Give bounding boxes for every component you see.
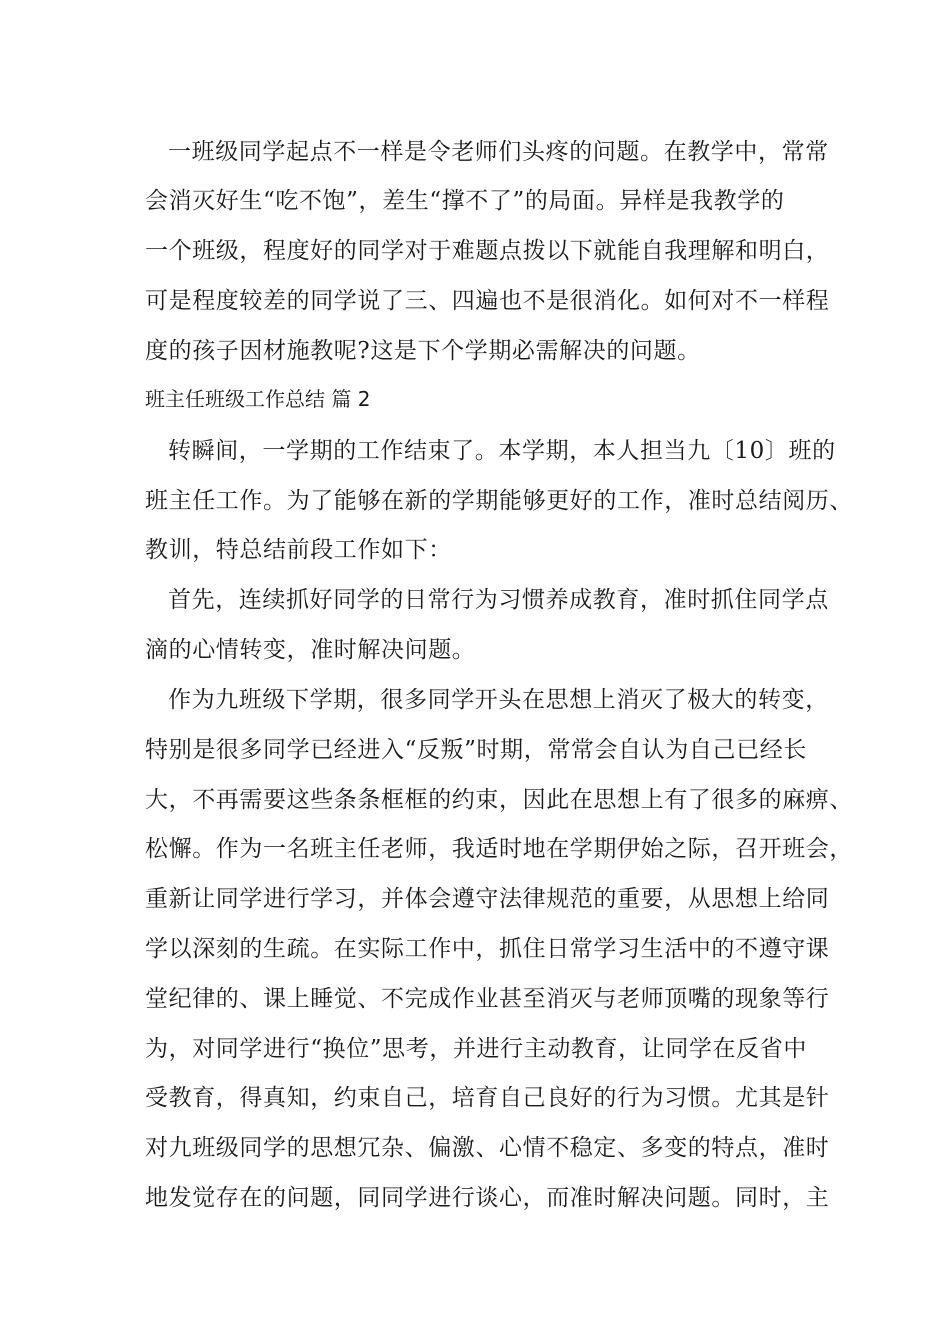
text-line: 转瞬间，一学期的工作结束了。本学期，本人担当九〔10〕班的 <box>168 438 836 464</box>
text-line: 班主任工作。为了能够在新的学期能够更好的工作，准时总结阅历、 <box>145 488 853 514</box>
text-line: 地发觉存在的问题，同同学进行谈心，而准时解决问题。同时，主 <box>145 1185 830 1211</box>
text-line: 松懈。作为一名班主任老师，我适时地在学期伊始之际，召开班会， <box>145 836 853 862</box>
text-line: 度的孩子因材施教呢?这是下个学期必需解决的问题。 <box>145 338 701 364</box>
text-line: 学以深刻的生疏。在实际工作中，抓住日常学习生活中的不遵守课 <box>145 936 830 962</box>
text-line: 可是程度较差的同学说了三、四遍也不是很消化。如何对不一样程 <box>145 288 830 314</box>
text-line: 受教育，得真知，约束自己，培育自己良好的行为习惯。尤其是针 <box>145 1085 830 1111</box>
text-line: 特别是很多同学已经进入“反叛”时期，常常会自认为自己已经长 <box>145 737 807 763</box>
text-line: 为，对同学进行“换位”思考，并进行主动教育，让同学在反省中 <box>145 1036 807 1062</box>
text-line: 滴的心情转变，准时解决问题。 <box>145 637 476 663</box>
text-line: 大，不再需要这些条条框框的约束，因此在思想上有了很多的麻痹、 <box>145 787 853 813</box>
text-line: 教训，特总结前段工作如下： <box>145 537 452 563</box>
text-line: 堂纪律的、课上睡觉、不完成作业甚至消灭与老师顶嘴的现象等行 <box>145 986 830 1012</box>
text-line: 一班级同学起点不一样是令老师们头疼的问题。在教学中，常常 <box>168 139 829 165</box>
text-line: 对九班级同学的思想冗杂、偏激、心情不稳定、多变的特点，准时 <box>145 1135 830 1161</box>
text-line: 会消灭好生“吃不饱”，差生“撑不了”的局面。异样是我教学的 <box>145 188 785 214</box>
text-line: 重新让同学进行学习，并体会遵守法律规范的重要，从思想上给同 <box>145 886 830 912</box>
text-line: 一个班级，程度好的同学对于难题点拨以下就能自我理解和明白， <box>145 238 830 264</box>
text-line: 首先，连续抓好同学的日常行为习惯养成教育，准时抓住同学点 <box>168 587 829 613</box>
section-heading: 班主任班级工作总结 篇 2 <box>145 387 371 411</box>
text-line: 作为九班级下学期，很多同学开头在思想上消灭了极大的转变， <box>168 687 829 713</box>
